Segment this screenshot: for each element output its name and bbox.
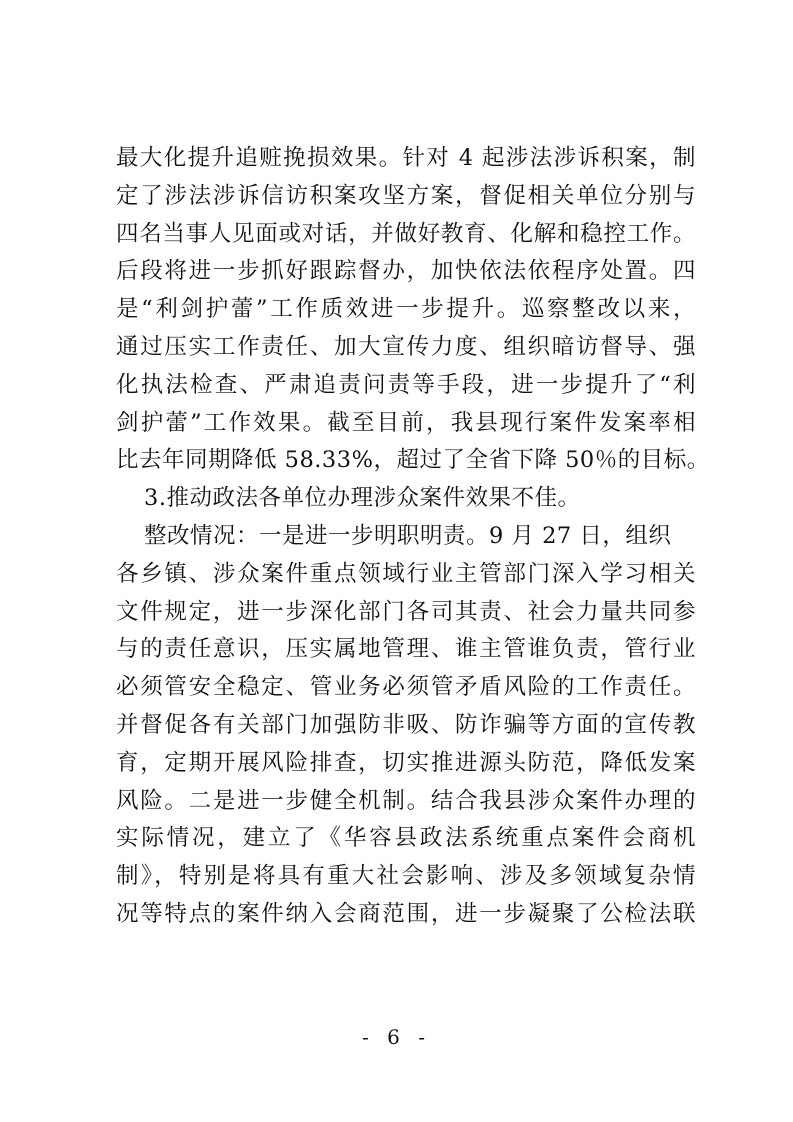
text-line: 文件规定，进一步深化部门各司其责、社会力量共同参 — [116, 598, 696, 625]
text-line: 是“利剑护蕾”工作质效进一步提升。巡察整改以来， — [116, 296, 696, 323]
text-line: 化执法检查、严肃追责问责等手段，进一步提升了“利 — [116, 371, 696, 398]
section-heading: 3.推动政法各单位办理涉众案件效果不佳。 — [144, 485, 581, 512]
text-line: 育，定期开展风险排查，切实推进源头防范，降低发案 — [116, 749, 696, 776]
text-line: 与的责任意识，压实属地管理、谁主管谁负责，管行业 — [116, 636, 696, 663]
text-line: 并督促各有关部门加强防非吸、防诈骗等方面的宣传教 — [116, 711, 696, 738]
text-line: 后段将进一步抓好跟踪督办，加快依法依程序处置。四 — [116, 258, 696, 285]
text-line: 况等特点的案件纳入会商范围，进一步凝聚了公检法联 — [116, 900, 696, 927]
text-line: 剑护蕾”工作效果。截至目前，我县现行案件发案率相 — [116, 409, 696, 436]
text-line: 制》，特别是将具有重大社会影响、涉及多领域复杂情 — [116, 863, 696, 890]
text-line: 比去年同期降低 58.33%，超过了全省下降 50％的目标。 — [116, 447, 710, 474]
page-number: - 6 - — [362, 1025, 431, 1049]
text-line: 风险。二是进一步健全机制。结合我县涉众案件办理的 — [116, 787, 696, 814]
text-line: 整改情况：一是进一步明职明责。9 月 27 日，组织 — [144, 522, 672, 549]
text-line: 通过压实工作责任、加大宣传力度、组织暗访督导、强 — [116, 333, 696, 360]
text-line: 最大化提升追赃挽损效果。针对 4 起涉法涉诉积案，制 — [116, 145, 696, 171]
text-line: 实际情况，建立了《华容县政法系统重点案件会商机 — [116, 825, 696, 852]
text-line: 四名当事人见面或对话，并做好教育、化解和稳控工作。 — [116, 220, 696, 247]
text-line: 各乡镇、涉众案件重点领域行业主管部门深入学习相关 — [116, 560, 696, 587]
text-line: 定了涉法涉诉信访积案攻坚方案，督促相关单位分别与 — [116, 182, 696, 209]
text-line: 必须管安全稳定、管业务必须管矛盾风险的工作责任。 — [116, 674, 696, 701]
body-text — [116, 140, 710, 934]
